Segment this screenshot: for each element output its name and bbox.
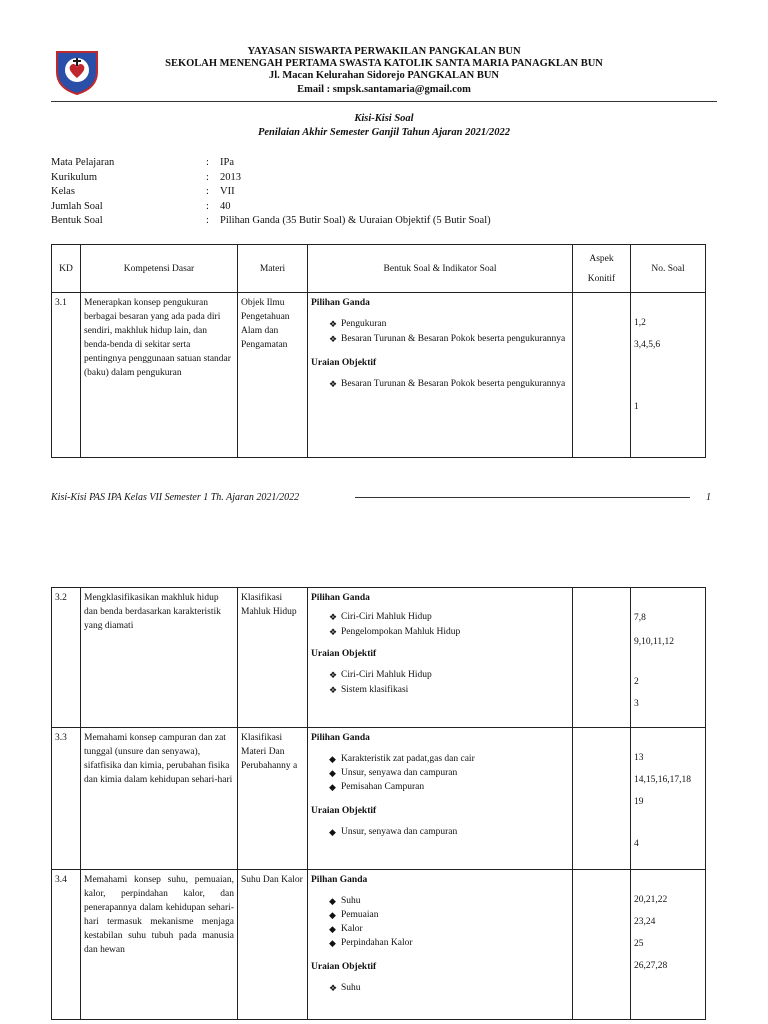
uo-label: Uraian Objektif (311, 962, 377, 972)
pg-list (311, 611, 569, 639)
uo-label: Uraian Objektif (311, 358, 377, 368)
list-item: ◆ Perpindahan Kalor (329, 937, 569, 950)
header-kompetensi: Kompetensi Dasar (81, 245, 238, 293)
school-address: Jl. Macan Kelurahan Sidorejo PANGKALAN BUN (268, 70, 500, 81)
meta-sep: : (206, 157, 209, 168)
list-item: ◆ Pemisahan Campuran (329, 781, 569, 794)
row-kompetensi: Mengklasifikasikan makhluk hidup dan benda berdasarkan karakteristik yang diamati (81, 588, 238, 728)
row-aspek (573, 728, 631, 870)
meta-label: Mata Pelajaran (51, 157, 115, 168)
list-item: ◆ Kalor (329, 923, 569, 936)
list-item: ❖ Besaran Turunan & Besaran Pokok beserta pengukurannya (329, 378, 569, 391)
list-item: ◆ Karakteristik zat padat,gas dan cair (329, 753, 569, 766)
foundation-name: YAYASAN SISWARTA PERWAKILAN PANGKALAN BUN (247, 46, 521, 57)
no-soal-value: 3 (634, 699, 639, 709)
doc-subtitle: Penilaian Akhir Semester Ganjil Tahun Ajaran 2021/2022 (257, 127, 511, 138)
header-aspek (573, 245, 631, 293)
no-soal-value: 20,21,22 (634, 895, 668, 905)
list-item: ◆ Unsur, senyawa dan campuran (329, 826, 569, 839)
kisi-table-page-1 (51, 244, 706, 458)
school-email: Email : smpsk.santamaria@gmail.com (297, 84, 471, 95)
no-soal-value: 14,15,16,17,18 (634, 775, 691, 785)
meta-sep: : (206, 215, 209, 226)
header-materi: Materi (238, 245, 308, 293)
header-aspek-line2: Konitif (587, 273, 616, 284)
header-bentuk: Bentuk Soal & Indikator Soal (308, 245, 573, 293)
doc-title: Kisi-Kisi Soal (354, 113, 414, 124)
no-soal-value: 13 (634, 753, 644, 763)
list-item: ❖ Ciri-Ciri Mahluk Hidup (329, 669, 569, 682)
list-item: ❖ Pengelompokan Mahluk Hidup (329, 626, 569, 639)
row-kompetensi: Menerapkan konsep pengukuran berbagai besaran yang ada pada diri sendiri, makhluk hidup lain, dan benda-benda di sekitar serta pentingnya penggunaan satuan standar (baku) dalam pengukuran (81, 293, 238, 458)
table-row (52, 588, 706, 728)
no-soal-value: 23,24 (634, 917, 656, 927)
table-row (52, 293, 706, 458)
row-bentuk (308, 870, 573, 1020)
uo-list (311, 982, 569, 995)
list-item: ◆ Suhu (329, 895, 569, 908)
table-row (52, 870, 706, 1020)
meta-value: 2013 (220, 172, 241, 183)
no-soal-value: 1,2 (634, 318, 646, 328)
list-item: ❖ Sistem klasifikasi (329, 684, 569, 697)
table-row (52, 728, 706, 870)
row-no-soal (631, 293, 706, 458)
uo-list (311, 669, 569, 697)
no-soal-value: 4 (634, 839, 639, 849)
meta-sep: : (206, 186, 209, 197)
pg-label: Pilihan Ganda (311, 298, 370, 308)
meta-label: Kurikulum (51, 172, 98, 183)
table-header-row (52, 245, 706, 293)
meta-label: Jumlah Soal (51, 201, 103, 212)
list-item: ❖ Besaran Turunan & Besaran Pokok beserta pengukurannya (329, 333, 569, 346)
row-no-soal (631, 588, 706, 728)
row-materi: Klasifikasi Mahluk Hidup (238, 588, 308, 728)
header-divider (51, 101, 717, 102)
pg-label: Pilihan Ganda (311, 733, 370, 743)
meta-value: VII (220, 186, 235, 197)
row-bentuk (308, 728, 573, 870)
uo-list (311, 826, 569, 839)
pg-label: Pilhan Ganda (311, 875, 368, 885)
row-aspek (573, 870, 631, 1020)
meta-sep: : (206, 172, 209, 183)
list-item: ❖ Ciri-Ciri Mahluk Hidup (329, 611, 569, 624)
no-soal-value: 25 (634, 939, 644, 949)
row-kd: 3.3 (52, 728, 81, 870)
no-soal-value: 9,10,11,12 (634, 637, 675, 647)
header-no-soal: No. Soal (631, 245, 706, 293)
meta-label: Kelas (51, 186, 75, 197)
no-soal-value: 26,27,28 (634, 961, 668, 971)
row-aspek (573, 293, 631, 458)
school-crest-icon (52, 46, 102, 96)
row-aspek (573, 588, 631, 728)
pg-list (311, 895, 569, 950)
row-bentuk (308, 588, 573, 728)
meta-value: IPa (220, 157, 234, 168)
list-item: ◆ Unsur, senyawa dan campuran (329, 767, 569, 780)
no-soal-value: 19 (634, 797, 644, 807)
pg-label: Pilihan Ganda (311, 593, 370, 603)
row-bentuk (308, 293, 573, 458)
page-number: 1 (706, 492, 711, 503)
row-no-soal (631, 728, 706, 870)
row-materi: Klasifikasi Materi Dan Perubahanny a (238, 728, 308, 870)
school-name: SEKOLAH MENENGAH PERTAMA SWASTA KATOLIK SANTA MARIA PANAGKLAN BUN (165, 58, 603, 69)
pg-list (311, 753, 569, 794)
row-kompetensi: Memahami konsep suhu, pemuaian, kalor, perpindahan kalor, dan penerapannya dalam kehidupan sehari-hari termasuk mekanisme menjaga kestabilan suhu tubuh pada manusia dan hewan (81, 870, 238, 1020)
row-kd: 3.4 (52, 870, 81, 1020)
no-soal-value: 1 (634, 402, 639, 412)
header-kd: KD (52, 245, 81, 293)
kisi-table-page-2 (51, 587, 706, 1020)
meta-value: Pilihan Ganda (35 Butir Soal) & Uuraian Objektif (5 Butir Soal) (220, 215, 491, 226)
pg-list (311, 318, 569, 346)
uo-label: Uraian Objektif (311, 806, 377, 816)
list-item: ◆ Pemuaian (329, 909, 569, 922)
uo-list (311, 378, 569, 391)
footer-rule (355, 497, 690, 498)
footer-text: Kisi-Kisi PAS IPA Kelas VII Semester 1 Th. Ajaran 2021/2022 (51, 492, 300, 503)
row-no-soal (631, 870, 706, 1020)
meta-value: 40 (220, 201, 231, 212)
row-kd: 3.1 (52, 293, 81, 458)
row-kd: 3.2 (52, 588, 81, 728)
list-item: ❖ Pengukuran (329, 318, 569, 331)
meta-label: Bentuk Soal (51, 215, 103, 226)
row-materi: Suhu Dan Kalor (238, 870, 308, 1020)
no-soal-value: 2 (634, 677, 639, 687)
uo-label: Uraian Objektif (311, 649, 377, 659)
row-materi: Objek Ilmu Pengetahuan Alam dan Pengamatan (238, 293, 308, 458)
row-kompetensi: Memahami konsep campuran dan zat tunggal (unsure dan senyawa), sifatfisika dan kimia, perubahan fisika dan kimia dalam kehidupan sehari-hari (81, 728, 238, 870)
list-item: ❖ Suhu (329, 982, 569, 995)
no-soal-value: 3,4,5,6 (634, 340, 661, 350)
no-soal-value: 7,8 (634, 613, 646, 623)
meta-sep: : (206, 201, 209, 212)
header-aspek-line1: Aspek (589, 253, 614, 264)
